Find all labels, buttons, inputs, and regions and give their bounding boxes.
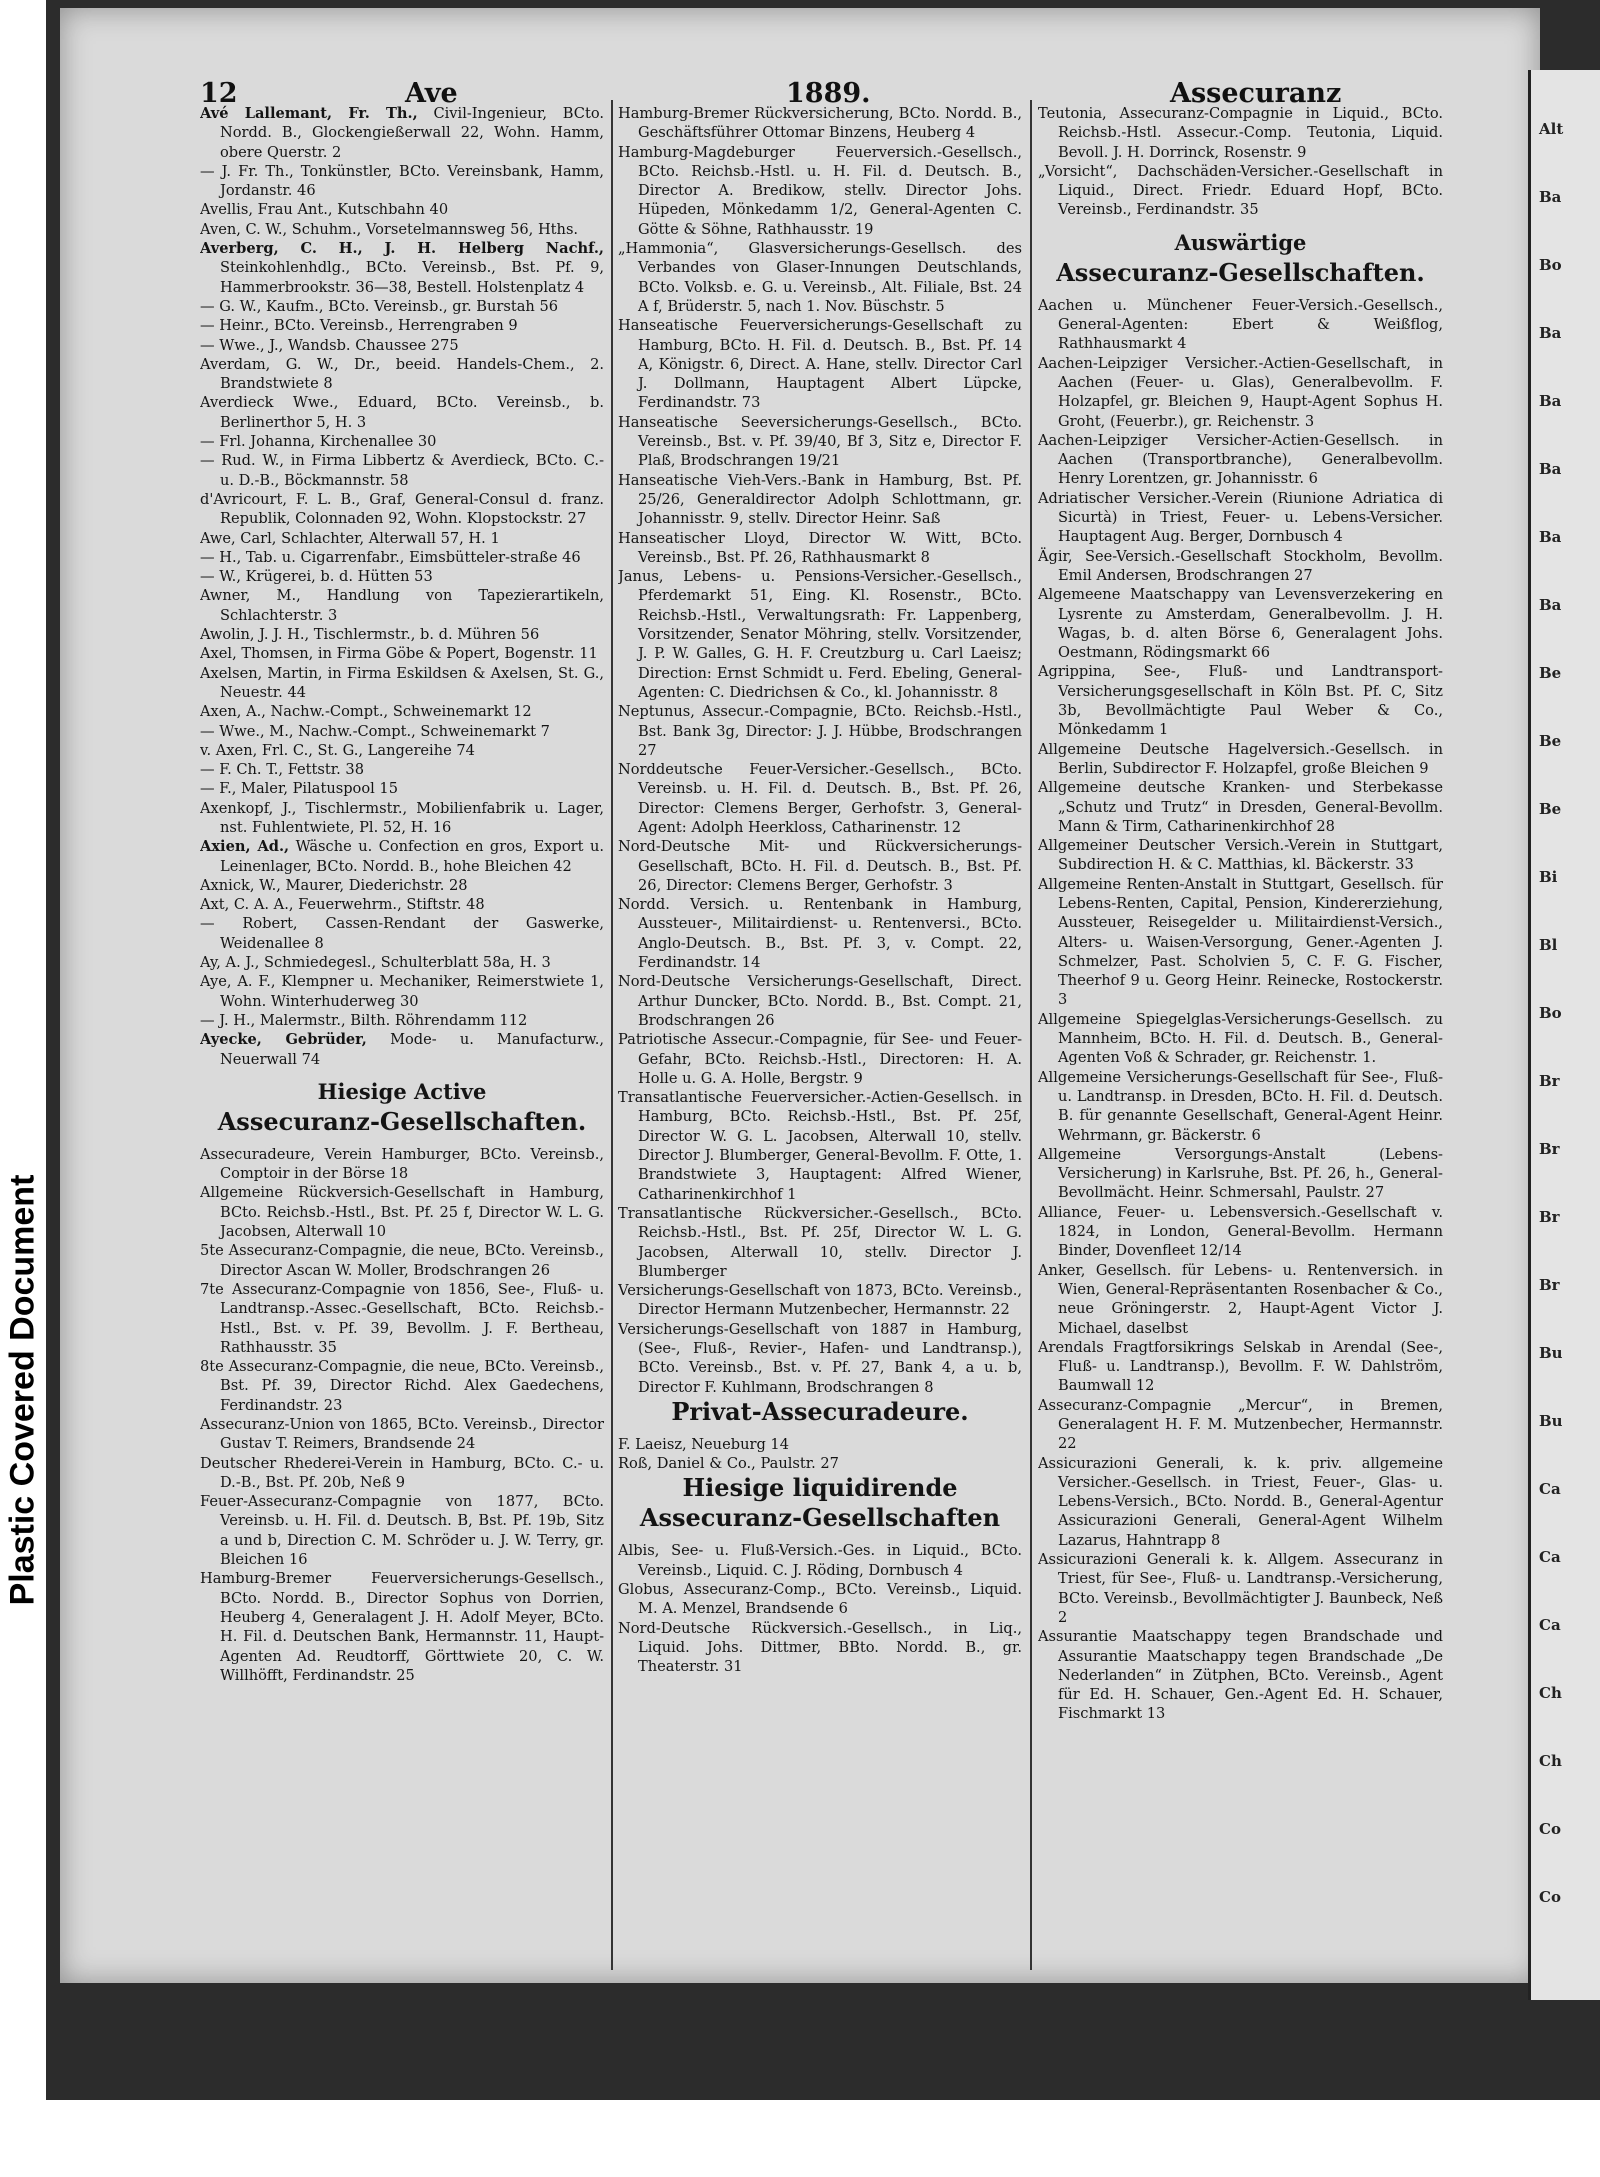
entry-text: Allgemeine Versicherungs-Gesellschaft für See-, Fluß- u. Landtransp. in Dresden, BCto. H. Fil. d. Deutsch. B. für genannte Gesellschaft, General-Agent Heinr. Wehrmann, gr. Bäckerstr. 6 xyxy=(1038,1068,1443,1144)
directory-entry xyxy=(200,644,604,663)
edge-fragment: Ba xyxy=(1539,392,1562,410)
directory-entry xyxy=(200,432,604,451)
entry-text: Averdieck Wwe., Eduard, BCto. Vereinsb., b. Berlinerthor 5, H. 3 xyxy=(200,394,604,431)
entry-text: Assicurazioni Generali k. k. Allgem. Assecuranz in Triest, für See-, Fluß- u. Landtransp.-Versicherung, BCto. Vereinsb., Bevollmächtigter J. Baunbeck, Neß 2 xyxy=(1038,1551,1443,1626)
directory-entry xyxy=(200,548,604,567)
directory-entry xyxy=(200,490,604,529)
directory-entry xyxy=(618,1204,1022,1281)
directory-entry xyxy=(200,239,604,297)
entry-text: — Frl. Johanna, Kirchenallee 30 xyxy=(200,433,437,451)
directory-entry xyxy=(200,336,604,355)
entry-text: — Wwe., M., Nachw.-Compt., Schweinemarkt 7 xyxy=(200,722,550,740)
directory-entry xyxy=(1038,547,1443,586)
entry-text: Allgemeine Deutsche Hagelversich.-Gesellsch. in Berlin, Subdirector F. Holzapfel, große Bleichen 9 xyxy=(1038,740,1443,777)
entry-text: — Robert, Cassen-Rendant der Gaswerke, Weidenallee 8 xyxy=(200,915,604,952)
directory-entry xyxy=(200,316,604,335)
directory-entry xyxy=(618,760,1022,837)
entry-text: Axnick, W., Maurer, Diederichstr. 28 xyxy=(200,876,468,894)
entry-text: Assurantie Maatschappy tegen Brandschade und Assurantie Maatschappy tegen Brandschade „De Nederlanden“ in Zütphen, BCto. Vereinsb., Agent für Ed. H. Schauer, Gen.-Agent Ed. H. Schauer, Fischmarkt 13 xyxy=(1038,1628,1443,1723)
directory-entry xyxy=(200,1569,604,1685)
left-keyword: Ave xyxy=(405,78,458,109)
directory-entry xyxy=(200,953,604,972)
directory-entry xyxy=(200,837,604,876)
directory-entry xyxy=(200,895,604,914)
directory-entry xyxy=(1038,875,1443,1010)
entry-text: — H., Tab. u. Cigarrenfabr., Eimsbütteler-straße 46 xyxy=(200,548,581,566)
section-heading: Assecuranz-Gesellschaften. xyxy=(217,1106,587,1136)
directory-entry xyxy=(200,220,604,239)
edge-fragment: Ba xyxy=(1539,188,1562,206)
edge-fragment: Bu xyxy=(1539,1344,1563,1362)
directory-entry xyxy=(1038,354,1443,431)
directory-entry xyxy=(200,162,604,201)
directory-entry xyxy=(1038,1203,1443,1261)
directory-entry xyxy=(618,972,1022,1030)
entry-text: Anker, Gesellsch. für Lebens- u. Rentenversich. in Wien, General-Repräsentanten Rosenbacher & Co., neue Gröningerstr. 2, Haupt-Agent Victor J. Michael, daselbst xyxy=(1038,1261,1443,1337)
directory-entry xyxy=(1038,162,1443,220)
entry-text: Roß, Daniel & Co., Paulstr. 27 xyxy=(618,1455,839,1473)
edge-fragment: Ba xyxy=(1539,596,1562,614)
directory-entry xyxy=(618,413,1022,471)
entry-text: Alliance, Feuer- u. Lebensversich.-Gesellschaft v. 1824, in London, General-Bevollm. Hermann Binder, Dovenfleet 12/14 xyxy=(1038,1203,1443,1260)
entry-text: Axelsen, Martin, in Firma Eskildsen & Axelsen, St. G., Neuestr. 44 xyxy=(200,664,604,701)
edge-fragment: Co xyxy=(1539,1820,1561,1838)
directory-entry xyxy=(200,1492,604,1569)
bottom-band xyxy=(46,2100,1600,2177)
entry-text: Ägir, See-Versich.-Gesellschaft Stockholm, Bevollm. Emil Andersen, Brodschrangen 27 xyxy=(1038,547,1443,584)
entry-text: Teutonia, Assecuranz-Compagnie in Liquid., BCto. Reichsb.-Hstl. Assecur.-Comp. Teutonia, Liquid. Bevoll. J. H. Dorrinck, Rosenstr. 9 xyxy=(1038,105,1443,161)
entry-text: Awe, Carl, Schlachter, Alterwall 57, H. 1 xyxy=(200,529,500,547)
edge-fragment: Be xyxy=(1539,664,1562,682)
directory-entry xyxy=(200,799,604,838)
directory-entry xyxy=(618,895,1022,972)
entry-text: Hamburg-Bremer Rückversicherung, BCto. Nordd. B., Geschäftsführer Ottomar Binzens, Heuberg 4 xyxy=(618,105,1022,142)
edge-fragment: Ba xyxy=(1539,460,1562,478)
edge-fragment: Alt xyxy=(1539,120,1564,138)
entry-text: Awolin, J. J. H., Tischlermstr., b. d. Mühren 56 xyxy=(200,626,540,644)
entry-text: — J. H., Malermstr., Bilth. Röhrendamm 112 xyxy=(200,1011,528,1029)
directory-entry xyxy=(200,586,604,625)
edge-fragment: Be xyxy=(1539,732,1562,750)
year: 1889. xyxy=(786,78,871,109)
edge-fragment: Ch xyxy=(1539,1684,1562,1702)
edge-fragment: Ba xyxy=(1539,324,1562,342)
entry-text: 8te Assecuranz-Compagnie, die neue, BCto. Vereinsb., Bst. Pf. 39, Director Richd. Alex Gaedechens, Ferdinandstr. 23 xyxy=(200,1358,604,1414)
directory-entry xyxy=(200,972,604,1011)
entry-text: Norddeutsche Feuer-Versicher.-Gesellsch., BCto. Vereinsb. u. H. Fil. d. Deutsch. B., Bst. Pf. 26, Director: Clemens Berger, Gerhofstr. 3, General-Agent: Adolph Heerkloss, Catharinenstr. 12 xyxy=(618,761,1022,836)
entry-text: Axen, A., Nachw.-Compt., Schweinemarkt 12 xyxy=(200,703,532,721)
directory-entry xyxy=(618,1030,1022,1088)
directory-entry xyxy=(200,1241,604,1280)
section-heading: Hiesige Active xyxy=(317,1078,487,1104)
side-label xyxy=(0,0,46,2177)
directory-entry xyxy=(1038,1068,1443,1145)
edge-fragment: Ca xyxy=(1539,1548,1561,1566)
col1-entry-list xyxy=(200,104,604,1069)
col2-private-list xyxy=(618,1435,1022,1474)
entry-text: v. Axen, Frl. C., St. G., Langereihe 74 xyxy=(200,741,475,759)
entry-text: Hamburg-Magdeburger Feuerversich.-Gesellsch., BCto. Reichsb.-Hstl. u. H. Fil. d. Deutsch. B., Director A. Bredikow, stellv. Director Johs. Hüpeden, Mönkedamm 1/2, General-Agenten C. Götte & Söhne, Rathhausstr. 19 xyxy=(618,143,1022,238)
directory-entry xyxy=(1038,1627,1443,1723)
entry-text: Janus, Lebens- u. Pensions-Versicher.-Gesellsch., Pferdemarkt 51, Eing. Kl. Rosenstr., BCto. Reichsb.-Hstl., Verwaltungsrath: Fr. Lappenberg, Vorsitzender, Senator Möhring, stellv. Vorsitzender, J. P. W. Galles, G. H. F. Creutzburg u. Carl Laeisz; Direction: Ernst Schmidt u. Ferd. Ebeling, General-Agenten: C. Diedrichsen & Co., kl. Johannisstr. 8 xyxy=(618,568,1022,701)
entry-text: Aachen-Leipziger Versicher-Actien-Gesellsch. in Aachen (Transportbranche), Generalbevollm. Henry Lorentzen, gr. Johannisstr. 6 xyxy=(1038,431,1443,488)
directory-entry xyxy=(618,529,1022,568)
directory-entry xyxy=(200,664,604,703)
entry-text: „Hammonia“, Glasversicherungs-Gesellsch. des Verbandes von Glaser-Innungen Deutschlands, BCto. Volksb. e. G. u. Vereinsb., Alt. Filiale, Bst. 24 A f, Brüderstr. 5, nach 1. Nov. Büschstr. 5 xyxy=(618,240,1022,315)
directory-entry xyxy=(200,1454,604,1493)
entry-text: F. Laeisz, Neueburg 14 xyxy=(618,1435,789,1453)
column-1 xyxy=(200,104,604,1984)
entry-text: Avellis, Frau Ant., Kutschbahn 40 xyxy=(200,201,449,219)
col3-entry-list xyxy=(1038,104,1443,220)
entry-text: Civil-Ingenieur, BCto. Nordd. B., Glockengießerwall 22, Wohn. Hamm, obere Querstr. 2 xyxy=(220,105,604,161)
directory-entry xyxy=(618,1619,1022,1677)
entry-text: Albis, See- u. Fluß-Versich.-Ges. in Liquid., BCto. Vereinsb., Liquid. C. J. Röding, Dornbusch 4 xyxy=(618,1542,1022,1579)
entry-text: Arendals Fragtforsikrings Selskab in Arendal (See-, Fluß- u. Landtransp.), Bevollm. F. W. Dahlström, Baumwall 12 xyxy=(1038,1338,1443,1395)
entry-text: Agrippina, See-, Fluß- und Landtransport-Versicherungsgesellschaft in Köln Bst. Pf. C, Sitz 3b, Bevollmächtigte Paul Weber & Co., Mönkedamm 1 xyxy=(1038,663,1443,739)
edge-fragment: Ba xyxy=(1539,528,1562,546)
entry-text: Transatlantische Feuerversicher.-Actien-Gesellsch. in Hamburg, BCto. Reichsb.-Hstl., Bst. Pf. 25f, Director W. G. L. Jacobsen, Alterwall 10, stellv. Director J. Blumberger, General-Bevollm. F. Otte, 1. Brandstwiete 3, Hauptagent: Alfred Wiener, Catharinenkirchhof 1 xyxy=(618,1089,1022,1203)
directory-entry xyxy=(200,1280,604,1357)
edge-fragment: Br xyxy=(1539,1208,1560,1226)
edge-fragment: Bo xyxy=(1539,256,1562,274)
section-heading: Hiesige liquidirende Assecuranz-Gesellschaften xyxy=(639,1473,1001,1533)
directory-entry xyxy=(200,104,604,162)
entry-text: Neptunus, Assecur.-Compagnie, BCto. Reichsb.-Hstl., Bst. Bank 3g, Director: J. J. Hübbe, Brodschrangen 27 xyxy=(618,703,1022,759)
entry-text: Adriatischer Versicher.-Verein (Riunione Adriatica di Sicurtà) in Triest, Feuer- u. Lebens-Versicher. Hauptagent Aug. Berger, Dornbusch 4 xyxy=(1038,489,1443,546)
edge-fragment: Br xyxy=(1539,1140,1560,1158)
directory-entry xyxy=(1038,431,1443,489)
entry-text: Versicherungs-Gesellschaft von 1887 in Hamburg, (See-, Fluß-, Revier-, Hafen- und Landtransp.), BCto. Vereinsb., Bst. v. Pf. 27, Bank 4, a u. b, Director F. Kuhlmann, Brodschrangen 8 xyxy=(618,1320,1022,1396)
entry-text: Hanseatische Seeversicherungs-Gesellsch., BCto. Vereinsb., Bst. v. Pf. 39/40, Bf 3, Sitz e, Director F. Plaß, Brodschrangen 19/21 xyxy=(618,413,1022,470)
entry-text: Allgemeine Renten-Anstalt in Stuttgart, Gesellsch. für Lebens-Renten, Capital, Pension, Kindererziehung, Aussteuer, Reisegelder u. Militairdienst-Versich., Alters- u. Waisen-Versorgung, Gener.-Agenten J. Schmelzer, Past. Scholvien 5, C. F. G. Fischer, Theerhof 9 u. Georg Heinr. Reinecke, Rostockerstr. 3 xyxy=(1038,875,1443,1009)
entry-text: Allgemeine Versorgungs-Anstalt (Lebens-Versicherung) in Karlsruhe, Bst. Pf. 26, h., General-Bevollmächt. Heinr. Schmersahl, Paulstr. 27 xyxy=(1038,1145,1443,1202)
column-3 xyxy=(1038,104,1443,1984)
entry-text: 7te Assecuranz-Compagnie von 1856, See-, Fluß- u. Landtransp.-Assec.-Gesellschaft, BCto. Reichsb.-Hstl., Bst. v. Pf. 39, Bevollm. J. F. Bertheau, Rathhausstr. 35 xyxy=(200,1280,604,1356)
column-rule xyxy=(1030,100,1032,1970)
entry-text: Globus, Assecuranz-Comp., BCto. Vereinsb., Liquid. M. A. Menzel, Brandsende 6 xyxy=(618,1581,1022,1618)
section-heading: Privat-Assecuradeure. xyxy=(671,1396,969,1426)
directory-entry xyxy=(1038,836,1443,875)
directory-entry xyxy=(200,760,604,779)
directory-entry xyxy=(200,1357,604,1415)
directory-entry xyxy=(1038,1338,1443,1396)
entry-text: Allgemeine Rückversich-Gesellschaft in Hamburg, BCto. Reichsb.-Hstl., Bst. Pf. 25 f, Director W. L. G. Jacobsen, Alterwall 10 xyxy=(200,1184,604,1241)
entry-text: Axenkopf, J., Tischlermstr., Mobilienfabrik u. Lager, nst. Fuhlentwiete, Pl. 52, H. 16 xyxy=(200,799,604,836)
entry-name: Avé Lallemant, Fr. Th., xyxy=(200,105,418,122)
entry-text: Allgemeine Spiegelglas-Versicherungs-Gesellsch. zu Mannheim, BCto. H. Fil. d. Deutsch. B., General-Agenten Voß & Schrader, gr. Reichenstr. 1. xyxy=(1038,1010,1443,1067)
entry-text: Steinkohlenhdlg., BCto. Vereinsb., Bst. Pf. 9, Hammerbrookstr. 36—38, Bestell. Holstenplatz 4 xyxy=(220,259,604,296)
entry-text: Awner, M., Handlung von Tapezierartikeln, Schlachterstr. 3 xyxy=(200,587,604,624)
directory-entry xyxy=(200,529,604,548)
directory-entry xyxy=(1038,104,1443,162)
entry-name: Averberg, C. H., J. H. Helberg Nachf., xyxy=(200,240,604,258)
directory-entry xyxy=(200,1030,604,1069)
entry-text: — Heinr., BCto. Vereinsb., Herrengraben 9 xyxy=(200,317,518,335)
directory-entry xyxy=(618,1580,1022,1619)
entry-name: Ayecke, Gebrüder, xyxy=(200,1031,367,1049)
directory-entry xyxy=(200,1183,604,1241)
col2-entry-list xyxy=(618,104,1022,1397)
directory-entry xyxy=(200,1011,604,1030)
page-number: 12 xyxy=(200,78,238,109)
directory-entry xyxy=(200,1145,604,1184)
directory-entry xyxy=(1038,489,1443,547)
entry-text: Assecuradeure, Verein Hamburger, BCto. Vereinsb., Comptoir in der Börse 18 xyxy=(200,1145,604,1183)
entry-text: Assicurazioni Generali, k. k. priv. allgemeine Versicher.-Gesellsch. in Triest, Feuer-, Glas- u. Lebens-Versich., BCto. Nordd. B., General-Agentur Assicurazioni Generali, General-Agent Wilhelm Lazarus, Hahntrapp 8 xyxy=(1038,1454,1443,1549)
directory-entry xyxy=(200,779,604,798)
entry-text: Allgemeine deutsche Kranken- und Sterbekasse „Schutz und Trutz“ in Dresden, General-Bevollm. Mann & Tirm, Catharinenkirchhof 28 xyxy=(1038,779,1443,835)
edge-fragment: Bl xyxy=(1539,936,1558,954)
entry-text: Patriotische Assecur.-Compagnie, für See- und Feuer-Gefahr, BCto. Reichsb.-Hstl., Directoren: H. A. Holle u. G. A. Holle, Bergstr. 9 xyxy=(618,1031,1022,1087)
directory-entry xyxy=(1038,662,1443,739)
entry-text: Allgemeiner Deutscher Versich.-Verein in Stuttgart, Subdirection H. & C. Matthias, kl. Bäckerstr. 33 xyxy=(1038,837,1443,874)
entry-name: Axien, Ad., xyxy=(200,838,290,856)
directory-entry xyxy=(618,837,1022,895)
entry-text: Nord-Deutsche Mit- und Rückversicherungs-Gesellschaft, BCto. H. Fil. d. Deutsch. B., Bst. Pf. 26, Director: Clemens Berger, Gerhofstr. 3 xyxy=(618,838,1022,894)
directory-entry xyxy=(618,1435,1022,1454)
entry-text: Ay, A. J., Schmiedegesl., Schulterblatt 58a, H. 3 xyxy=(200,954,551,972)
edge-fragment: Ca xyxy=(1539,1480,1561,1498)
directory-entry xyxy=(618,1320,1022,1397)
entry-text: d'Avricourt, F. L. B., Graf, General-Consul d. franz. Republik, Colonnaden 92, Wohn. Klopstockstr. 27 xyxy=(200,490,604,528)
directory-entry xyxy=(1038,778,1443,836)
entry-text: Versicherungs-Gesellschaft von 1873, BCto. Vereinsb., Director Hermann Mutzenbecher, Hermannstr. 22 xyxy=(618,1282,1022,1319)
edge-fragment: Ch xyxy=(1539,1752,1562,1770)
directory-entry xyxy=(200,625,604,644)
directory-entry xyxy=(200,702,604,721)
entry-text: „Vorsicht“, Dachschäden-Versicher.-Gesellschaft in Liquid., Direct. Friedr. Eduard Hopf, BCto. Vereinsb., Ferdinandstr. 35 xyxy=(1038,162,1443,219)
side-label-text: Plastic Covered Document xyxy=(3,1174,42,1606)
edge-fragment: Co xyxy=(1539,1888,1561,1906)
directory-entry xyxy=(1038,1010,1443,1068)
directory-entry xyxy=(618,1281,1022,1320)
entry-text: Nord-Deutsche Versicherungs-Gesellschaft, Direct. Arthur Duncker, BCto. Nordd. B., Bst. Compt. 21, Brodschrangen 26 xyxy=(618,973,1022,1029)
entry-text: 5te Assecuranz-Compagnie, die neue, BCto. Vereinsb., Director Ascan W. Moller, Brodschrangen 26 xyxy=(200,1242,604,1279)
edge-fragment: Br xyxy=(1539,1072,1560,1090)
section-heading: Assecuranz-Gesellschaften. xyxy=(1056,257,1425,287)
col1-section-list xyxy=(200,1145,604,1685)
directory-entry xyxy=(200,567,604,586)
directory-entry xyxy=(1038,1550,1443,1627)
entry-text: Aachen u. Münchener Feuer-Versich.-Gesellsch., General-Agenten: Ebert & Weißflog, Rathhausmarkt 4 xyxy=(1038,296,1443,353)
entry-text: Assecuranz-Union von 1865, BCto. Vereinsb., Director Gustav T. Reimers, Brandsende 24 xyxy=(200,1416,604,1453)
directory-entry xyxy=(618,1088,1022,1204)
entry-text: Axel, Thomsen, in Firma Göbe & Popert, Bogenstr. 11 xyxy=(200,645,598,663)
column-rule xyxy=(611,100,613,1970)
directory-entry xyxy=(1038,1261,1443,1338)
directory-entry xyxy=(618,567,1022,702)
directory-entry xyxy=(1038,296,1443,354)
directory-entry xyxy=(618,316,1022,412)
entry-text: Transatlantische Rückversicher.-Gesellsch., BCto. Reichsb.-Hstl., Bst. Pf. 25f, Director W. L. G. Jacobsen, Alterwall 10, stellv. Director J. Blumberger xyxy=(618,1204,1022,1280)
directory-entry xyxy=(1038,1396,1443,1454)
entry-text: Aachen-Leipziger Versicher.-Actien-Gesellschaft, in Aachen (Feuer- u. Glas), Generalbevollm. F. Holzapfel, gr. Bleichen 9, Haupt-Agent Sophus H. Groht, (Feuerbr.), gr. Reichenstr. 3 xyxy=(1038,354,1443,430)
directory-entry xyxy=(200,200,604,219)
directory-entry xyxy=(200,722,604,741)
entry-text: Assecuranz-Compagnie „Mercur“, in Bremen, Generalagent H. F. M. Mutzenbecher, Hermannstr. 22 xyxy=(1038,1396,1443,1453)
entry-text: Aven, C. W., Schuhm., Vorsetelmannsweg 56, Hths. xyxy=(200,220,579,238)
directory-entry xyxy=(200,1415,604,1454)
directory-entry xyxy=(200,914,604,953)
entry-text: Deutscher Rhederei-Verein in Hamburg, BCto. C.- u. D.-B., Bst. Pf. 20b, Neß 9 xyxy=(200,1454,604,1491)
entry-text: Aye, A. F., Klempner u. Mechaniker, Reimerstwiete 1, Wohn. Winterhuderweg 30 xyxy=(200,973,604,1010)
edge-fragment: Bo xyxy=(1539,1004,1562,1022)
edge-fragment: Bu xyxy=(1539,1412,1563,1430)
edge-fragment: Bi xyxy=(1539,868,1558,886)
directory-entry xyxy=(618,1541,1022,1580)
directory-entry xyxy=(618,471,1022,529)
entry-text: Nord-Deutsche Rückversich.-Gesellsch., in Liq., Liquid. Johs. Dittmer, BBto. Nordd. B., gr. Theaterstr. 31 xyxy=(618,1619,1022,1676)
entry-text: — F., Maler, Pilatuspool 15 xyxy=(200,780,398,798)
entry-text: — J. Fr. Th., Tonkünstler, BCto. Vereinsbank, Hamm, Jordanstr. 46 xyxy=(200,162,604,200)
entry-text: Hanseatische Feuerversicherungs-Gesellschaft zu Hamburg, BCto. H. Fil. d. Deutsch. B., Bst. Pf. 14 A, Königstr. 6, Direct. A. Hane, stellv. Director Carl J. Dollmann, Hauptagent Albert Lüpcke, Ferdinandstr. 73 xyxy=(618,317,1022,412)
directory-entry xyxy=(1038,1454,1443,1550)
entry-text: — W., Krügerei, b. d. Hütten 53 xyxy=(200,568,433,586)
directory-entry xyxy=(618,1454,1022,1473)
entry-text: — Rud. W., in Firma Libbertz & Averdieck, BCto. C.- u. D.-B., Böckmannstr. 58 xyxy=(200,452,604,489)
entry-text: Algemeene Maatschappy van Levensverzekering en Lysrente zu Amsterdam, Generalbevollm. J. H. Wagas, b. d. alten Börse 6, Generalagent Johs. Oestmann, Rödingsmarkt 66 xyxy=(1038,586,1443,662)
directory-entry xyxy=(1038,585,1443,662)
entry-text: — Wwe., J., Wandsb. Chaussee 275 xyxy=(200,336,459,354)
directory-entry xyxy=(618,239,1022,316)
directory-entry xyxy=(618,143,1022,239)
col2-liquid-list xyxy=(618,1541,1022,1676)
directory-entry xyxy=(1038,740,1443,779)
section-heading: Auswärtige xyxy=(1174,229,1307,255)
entry-text: Wäsche u. Confection en gros, Export u. Leinenlager, BCto. Nordd. B., hohe Bleichen 42 xyxy=(220,838,604,875)
entry-text: — F. Ch. T., Fettstr. 38 xyxy=(200,761,364,779)
entry-text: — G. W., Kaufm., BCto. Vereinsb., gr. Burstah 56 xyxy=(200,297,559,315)
adjacent-page-edge xyxy=(1528,70,1600,2000)
directory-entry xyxy=(200,741,604,760)
entry-text: Hamburg-Bremer Feuerversicherungs-Gesellsch., BCto. Nordd. B., Director Sophus von Dorrien, Heuberg 4, Generalagent J. H. Adolf Meyer, BCto. H. Fil. d. Deutschen Bank, Hermannstr. 11, Haupt-Agenten Ad. Reudtorff, Görttwiete 20, C. W. Willhöfft, Ferdinandstr. 25 xyxy=(200,1570,604,1684)
col3-foreign-list xyxy=(1038,296,1443,1724)
entry-text: Averdam, G. W., Dr., beeid. Handels-Chem., 2. Brandstwiete 8 xyxy=(200,355,604,393)
directory-entry xyxy=(618,104,1022,143)
directory-entry xyxy=(200,393,604,432)
directory-entry xyxy=(1038,1145,1443,1203)
directory-entry xyxy=(200,876,604,895)
entry-text: Mode- u. Manufacturw., Neuerwall 74 xyxy=(220,1031,604,1068)
entry-text: Nordd. Versich. u. Rentenbank in Hamburg, Aussteuer-, Militairdienst- u. Rentenversi., BCto. Anglo-Deutsch. B., Bst. Pf. 3, v. Compt. 22, Ferdinandstr. 14 xyxy=(618,896,1022,972)
directory-entry xyxy=(200,451,604,490)
column-2 xyxy=(618,104,1022,1984)
directory-entry xyxy=(200,297,604,316)
entry-text: Hanseatischer Lloyd, Director W. Witt, BCto. Vereinsb., Bst. Pf. 26, Rathhausmarkt 8 xyxy=(618,529,1022,566)
right-keyword: Assecuranz xyxy=(1170,78,1342,109)
entry-text: Hanseatische Vieh-Vers.-Bank in Hamburg, Bst. Pf. 25/26, Generaldirector Adolph Schlottmann, gr. Johannisstr. 9, stellv. Director Heinr. Saß xyxy=(618,471,1022,528)
directory-entry xyxy=(618,702,1022,760)
directory-entry xyxy=(200,355,604,394)
edge-fragment: Br xyxy=(1539,1276,1560,1294)
edge-fragment: Ca xyxy=(1539,1616,1561,1634)
edge-fragment: Be xyxy=(1539,800,1562,818)
entry-text: Feuer-Assecuranz-Compagnie von 1877, BCto. Vereinsb. u. H. Fil. d. Deutsch. B, Bst. Pf. 19b, Sitz a und b, Direction C. M. Schröder u. J. W. Terry, gr. Bleichen 16 xyxy=(200,1493,604,1569)
entry-text: Axt, C. A. A., Feuerwehrm., Stiftstr. 48 xyxy=(200,896,485,914)
